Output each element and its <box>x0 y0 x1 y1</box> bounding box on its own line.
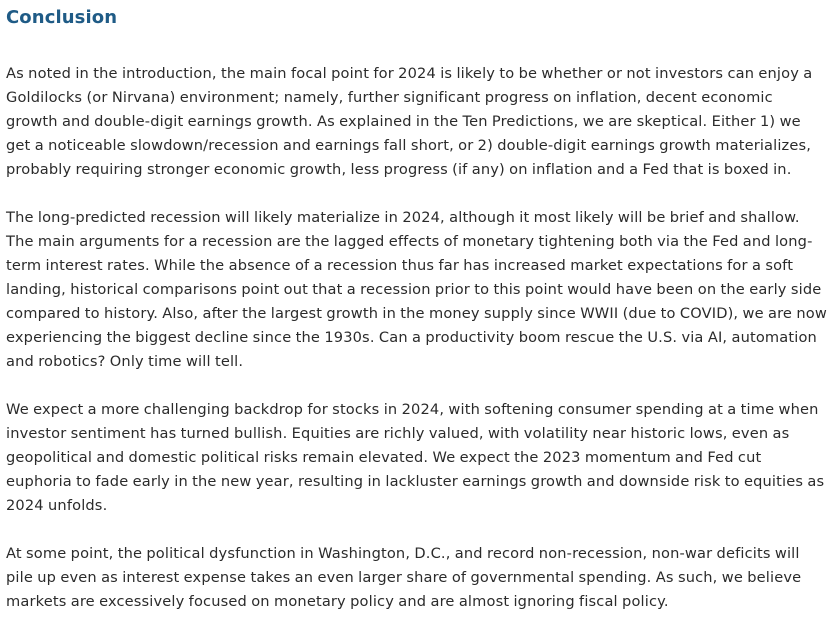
paragraph-recession-outlook: The long-predicted recession will likely materialize in 2024, although it most likely will be brief and shallow. The main arguments for a recession are the lagged effects of monetary tightening both via the Fed and long-term interest rates. While the absence of a recession thus far has increased market expectations for a soft landing, historical comparisons point out that a recession prior to this point would have been on the early side compared to history. Also, after the largest growth in the money supply since WWII (due to COVID), we are now experiencing the biggest decline since the 1930s. Can a productivity boom rescue the U.S. via AI, automation and robotics? Only time will tell. <box>6 209 827 370</box>
paragraph-equity-backdrop: We expect a more challenging backdrop for stocks in 2024, with softening consumer spending at a time when investor sentiment has turned bullish. Equities are richly valued, with volatility near historic lows, even as geopolitical and domestic political risks remain elevated. We expect the 2023 momentum and Fed cut euphoria to fade early in the new year, resulting in lackluster earnings growth and downside risk to equities as 2024 unfolds. <box>6 401 825 514</box>
paragraph-fiscal-policy: At some point, the political dysfunction in Washington, D.C., and record non-recession, non-war deficits will pile up even as interest expense takes an even larger share of governmental spending. As such, we believe markets are excessively focused on monetary policy and are almost ignoring fiscal policy. <box>6 545 802 610</box>
section-heading: Conclusion <box>6 7 118 28</box>
paragraph-introduction-recap: As noted in the introduction, the main focal point for 2024 is likely to be whether or not investors can enjoy a Goldilocks (or Nirvana) environment; namely, further significant progress on inflation, decent economic growth and double-digit earnings growth. As explained in the Ten Predictions, we are skeptical. Either 1) we get a noticeable slowdown/recession and earnings fall short, or 2) double-digit earnings growth materializes, probably requiring stronger economic growth, less progress (if any) on inflation and a Fed that is boxed in. <box>6 65 813 178</box>
